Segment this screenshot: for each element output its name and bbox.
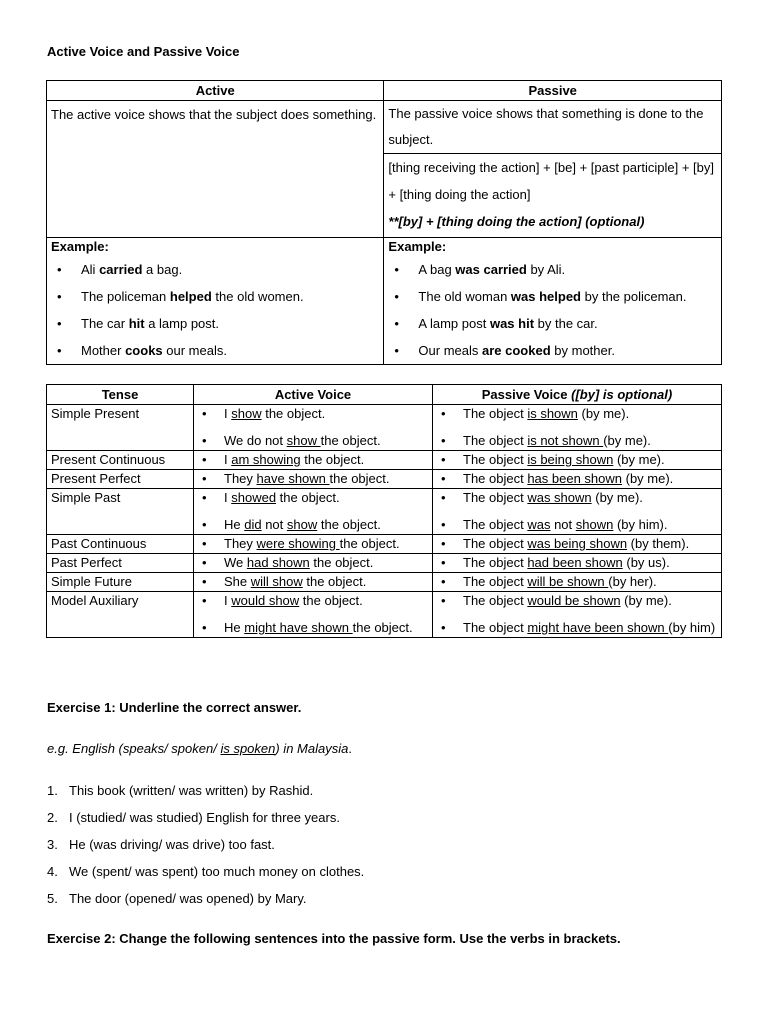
verb-phrase: might have shown [244,620,353,635]
voice-definition-table [46,80,722,365]
active-sentence [198,405,428,423]
passive-voice-cell [433,592,722,638]
active-voice-cell [194,489,433,535]
sentence-text: the object. [320,433,381,448]
tense-row [47,592,722,638]
passive-sentence [437,573,717,591]
sentence-text: The object [463,406,528,421]
sentence-text: not [550,517,576,532]
example-text: by the car. [534,316,598,331]
item-number: 3. [47,837,58,852]
active-example-item [51,256,379,283]
sentence-text: (by me). [620,593,672,608]
sentence-text: The object [463,433,528,448]
active-voice-list [198,554,428,572]
exercise1-item [47,836,364,863]
sentence-text: The object [463,517,528,532]
sentence-text: (by him) [668,620,716,635]
active-voice-list [198,592,428,637]
passive-sentence [437,489,717,507]
verb-phrase: will show [250,574,303,589]
example-text: The old woman [418,289,511,304]
active-voice-cell [194,554,433,573]
active-sentence [198,451,428,469]
passive-sentence [437,592,717,610]
tense-name: Present Continuous [47,451,194,470]
example-text: A bag [418,262,456,277]
tense-row [47,554,722,573]
verb-phrase: shown [575,517,614,532]
active-examples-list [51,256,379,364]
example-verb: helped [169,289,212,304]
sentence-text: She [224,574,251,589]
active-voice-list [198,573,428,591]
passive-voice-list [437,470,717,488]
sentence-text: We do not [224,433,287,448]
example-verb: cooks [125,343,163,358]
passive-voice-header [433,385,722,405]
example-text: e.g. English (speaks/ spoken/ [47,741,221,756]
active-example-item [51,310,379,337]
passive-sentence [437,554,717,572]
passive-example-item [388,256,717,283]
example-text: the old women. [211,289,304,304]
item-text: This book (written/ was written) by Rashid. [69,783,314,798]
item-number: 4. [47,864,58,879]
tense-name: Model Auxiliary [47,592,194,638]
passive-example-item [388,337,717,364]
verb-phrase: am showing [231,452,301,467]
active-voice-cell [194,573,433,592]
passive-sentence [437,432,717,450]
tense-row [47,451,722,470]
active-voice-cell [194,470,433,489]
exercise1-item [47,782,364,809]
exercise1-list [47,782,364,917]
sentence-text: (by me). [591,490,643,505]
sentence-text: (by them). [627,536,690,551]
example-text-end: ) in Malaysia [275,741,349,756]
exercise1-example [47,741,352,756]
example-verb: are cooked [482,343,551,358]
verb-phrase: showed [231,490,277,505]
sentence-text: The object [463,471,528,486]
sentence-text: the object. [302,574,367,589]
item-text: We (spent/ was spent) too much money on clothes. [69,864,365,879]
sentence-text: The object [463,574,528,589]
passive-voice-cell [433,554,722,573]
active-voice-cell [194,535,433,554]
sentence-text: the object. [261,406,326,421]
sentence-text: not [261,517,287,532]
passive-voice-cell [433,489,722,535]
passive-example-item [388,310,717,337]
verb-phrase: would show [231,593,300,608]
sentence-text: (by me). [603,433,651,448]
active-sentence [198,592,428,610]
sentence-text: I [224,490,232,505]
example-period: . [348,741,352,756]
sentence-text: We [224,555,247,570]
active-sentence [198,489,428,507]
sentence-text: The object [463,555,528,570]
sentence-text: the object. [299,593,363,608]
example-text: by the policeman. [581,289,687,304]
active-examples-cell [47,238,384,365]
active-voice-header: Active Voice [194,385,433,405]
verb-phrase: were showing [256,536,340,551]
active-voice-list [198,489,428,534]
verb-phrase: has been shown [527,471,623,486]
sentence-text: They [224,536,257,551]
passive-voice-cell [433,573,722,592]
passive-sentence [437,405,717,423]
tense-row [47,489,722,535]
tense-name: Present Perfect [47,470,194,489]
active-voice-list [198,470,428,488]
tense-name: Simple Future [47,573,194,592]
passive-voice-cell [433,535,722,554]
passive-voice-list [437,573,717,591]
active-example-item [51,337,379,364]
verb-phrase: was [527,517,551,532]
exercise2-heading: Exercise 2: Change the following sentences into the passive form. Use the verbs in brackets. [47,931,621,946]
item-number: 1. [47,783,58,798]
sentence-text: He [224,620,245,635]
passive-voice-header-text: Passive Voice [481,387,572,402]
sentence-text: the object. [300,452,365,467]
passive-voice-list [437,535,717,553]
sentence-text: (by me). [622,471,674,486]
sentence-text: The object [463,620,528,635]
verb-phrase: might have been shown [527,620,669,635]
tense-name: Past Perfect [47,554,194,573]
verb-phrase: would be shown [527,593,621,608]
example-verb: carried [99,262,143,277]
example-text: The policeman [81,289,170,304]
sentence-text: the object. [352,620,413,635]
example-text: Our meals [418,343,482,358]
sentence-text: (by us). [622,555,670,570]
item-text: The door (opened/ was opened) by Mary. [69,891,307,906]
verb-phrase: is not shown [527,433,604,448]
tense-name: Simple Past [47,489,194,535]
passive-sentence [437,619,717,637]
verb-phrase: show [286,433,321,448]
example-verb: hit [128,316,145,331]
example-text: a lamp post. [144,316,220,331]
tense-row [47,535,722,554]
active-description: The active voice shows that the subject does something. [47,101,384,238]
passive-voice-header-note: ([by] is optional) [571,387,673,402]
example-text: a bag. [142,262,183,277]
sentence-text: (by him). [613,517,668,532]
example-verb: was helped [510,289,581,304]
active-voice-list [198,451,428,469]
example-verb: was carried [455,262,527,277]
active-sentence [198,432,428,450]
passive-sentence [437,535,717,553]
passive-examples-cell [384,238,722,365]
verb-phrase: is shown [527,406,578,421]
passive-header: Passive [384,81,722,101]
active-sentence [198,535,428,553]
verb-phrase: will be shown [527,574,609,589]
active-header: Active [47,81,384,101]
active-sentence [198,573,428,591]
sentence-text: the object. [339,536,400,551]
passive-voice-cell [433,451,722,470]
verb-phrase: did [244,517,262,532]
verb-phrase: show [286,517,318,532]
example-text: The car [81,316,129,331]
sentence-text: The object [463,490,528,505]
verb-phrase: had been shown [527,555,623,570]
item-text: I (studied/ was studied) English for three years. [69,810,340,825]
verb-phrase: have shown [256,471,330,486]
active-voice-cell [194,592,433,638]
sentence-text: (by me). [613,452,665,467]
sentence-text: I [224,406,232,421]
exercise1-item [47,809,364,836]
sentence-text: the object. [309,555,374,570]
example-text: our meals. [162,343,227,358]
passive-examples-list [388,256,717,364]
example-text: by Ali. [526,262,566,277]
exercise1-item [47,890,364,917]
passive-voice-cell [433,405,722,451]
example-label: Example: [51,239,109,254]
verb-phrase: had shown [246,555,310,570]
exercise1-item [47,863,364,890]
passive-formula: [thing receiving the action] + [be] + [past participle] + [by] + [thing doing the action] [388,160,714,202]
sentence-text: (by her). [608,574,657,589]
active-example-item [51,283,379,310]
example-text: A lamp post [418,316,490,331]
tense-name: Past Continuous [47,535,194,554]
item-text: He (was driving/ was drive) too fast. [69,837,275,852]
item-number: 2. [47,810,58,825]
example-verb: was hit [489,316,535,331]
active-sentence [198,619,428,637]
tense-name: Simple Present [47,405,194,451]
sentence-text: (by me). [577,406,630,421]
sentence-text: The object [463,452,528,467]
verb-phrase: was being shown [527,536,628,551]
active-voice-cell [194,451,433,470]
verb-phrase: is being shown [527,452,614,467]
example-text: Mother [81,343,126,358]
passive-voice-cell [433,470,722,489]
tense-table [46,384,722,638]
active-sentence [198,470,428,488]
sentence-text: I [224,452,232,467]
tense-row [47,470,722,489]
active-sentence [198,554,428,572]
verb-phrase: was shown [527,490,592,505]
example-label: Example: [388,239,447,254]
example-answer: is spoken [220,741,276,756]
exercise1-heading: Exercise 1: Underline the correct answer. [47,700,302,715]
sentence-text: the object. [329,471,390,486]
active-voice-list [198,535,428,553]
document-title: Active Voice and Passive Voice [47,44,240,59]
active-voice-list [198,405,428,450]
active-sentence [198,516,428,534]
passive-sentence [437,516,717,534]
passive-voice-list [437,451,717,469]
sentence-text: the object. [276,490,340,505]
passive-voice-list [437,554,717,572]
passive-voice-list [437,489,717,534]
passive-formula-cell [384,154,722,238]
tense-header: Tense [47,385,194,405]
sentence-text: They [224,471,257,486]
active-voice-cell [194,405,433,451]
item-number: 5. [47,891,58,906]
sentence-text: I [224,593,232,608]
passive-example-item [388,283,717,310]
passive-voice-list [437,592,717,637]
verb-phrase: show [231,406,262,421]
tense-row [47,405,722,451]
sentence-text: He [224,517,245,532]
sentence-text: The object [463,536,528,551]
tense-row [47,573,722,592]
passive-optional-note: **[by] + [thing doing the action] (optional) [388,214,645,229]
example-text: Ali [81,262,100,277]
passive-sentence [437,451,717,469]
passive-sentence [437,470,717,488]
sentence-text: the object. [317,517,381,532]
example-text: by mother. [550,343,615,358]
sentence-text: The object [463,593,528,608]
passive-description: The passive voice shows that something is done to the subject. [384,101,722,154]
passive-voice-list [437,405,717,450]
